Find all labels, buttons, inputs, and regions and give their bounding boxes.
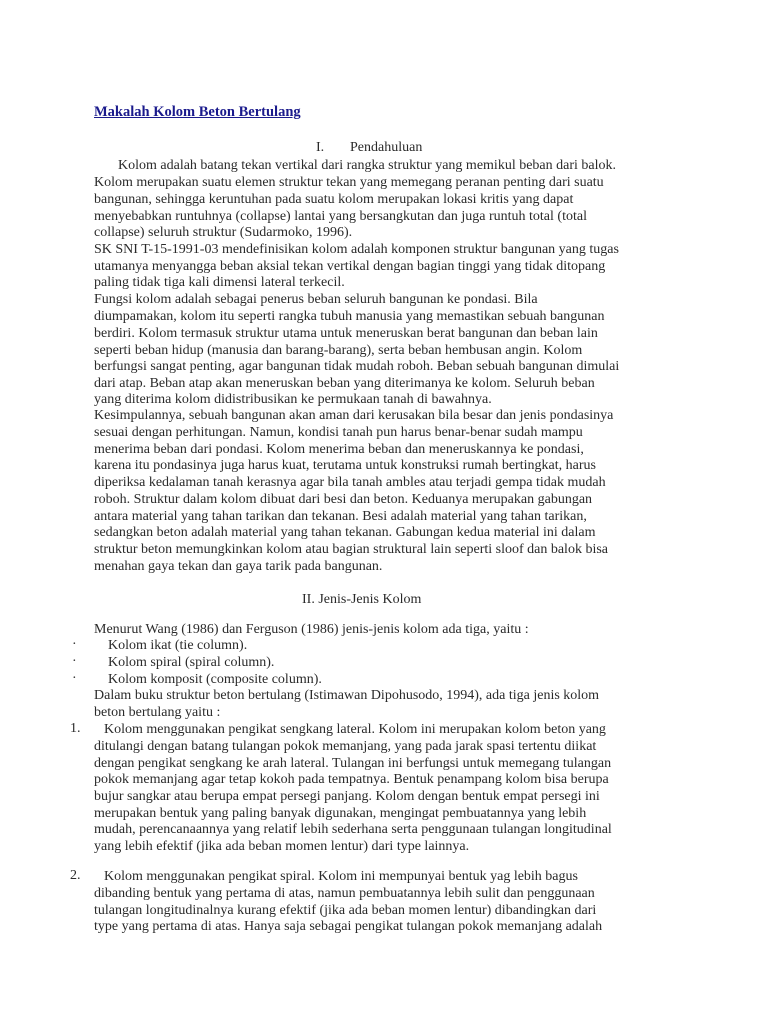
list-item-line: type yang pertama di atas. Hanya saja sebagai pengikat tulangan pokok memanjang adalah xyxy=(94,919,603,934)
bullet-item: Kolom komposit (composite column). xyxy=(108,672,322,687)
list-item-line: merupakan bentuk yang paling banyak digunakan, mengingat pembuatannya yang lebih xyxy=(94,806,587,821)
list-item-line: Kolom menggunakan pengikat sengkang lateral. Kolom ini merupakan kolom beton yang xyxy=(104,722,606,737)
section-1-line: Kolom merupakan suatu elemen struktur tekan yang memegang peranan penting dari suatu xyxy=(94,175,604,190)
section-1-line: berfungsi sangat penting, agar bangunan tidak mudah roboh. Beban sebuah bangunan dimulai xyxy=(94,359,620,374)
section-1-line: SK SNI T-15-1991-03 mendefinisikan kolom adalah komponen struktur bangunan yang tugas xyxy=(94,242,619,257)
bullet-item: Kolom ikat (tie column). xyxy=(108,638,248,653)
section-2-line: beton bertulang yaitu : xyxy=(94,705,221,720)
section-1-heading: Pendahuluan xyxy=(350,140,423,155)
list-item-line: ditulangi dengan batang tulangan pokok memanjang, yang pada jarak spasi tertentu diikat xyxy=(94,739,597,754)
section-1-line: Fungsi kolom adalah sebagai penerus beban seluruh bangunan ke pondasi. Bila xyxy=(94,292,538,307)
section-1-line: antara material yang tahan tarikan dan tekanan. Besi adalah material yang tahan tarikan, xyxy=(94,509,587,524)
section-1-line: menahan gaya tekan dan gaya tarik pada bangunan. xyxy=(94,559,383,574)
list-number: 2. xyxy=(70,868,81,883)
section-1-line: seperti beban hidup (manusia dan barang-barang), serta beban hembusan angin. Kolom xyxy=(94,343,583,358)
list-item-line: mudah, perencanaannya yang relatif lebih sederhana serta penggunaan tulangan longitudinal xyxy=(94,822,612,837)
list-number: 1. xyxy=(70,721,81,736)
section-2-line: Dalam buku struktur beton bertulang (Istimawan Dipohusodo, 1994), ada tiga jenis kolom xyxy=(94,688,600,703)
list-item-line: yang lebih efektif (jika ada beban momen lentur) dari type lainnya. xyxy=(94,839,470,854)
section-1-number: I. xyxy=(316,140,325,155)
list-item-line: bujur sangkar atau berupa empat persegi panjang. Kolom dengan bentuk empat persegi ini xyxy=(94,789,600,804)
list-item-line: Kolom menggunakan pengikat spiral. Kolom ini mempunyai bentuk yag lebih bagus xyxy=(104,869,578,884)
section-1-line: collapse) seluruh struktur (Sudarmoko, 1996). xyxy=(94,225,353,240)
bullet-marker: · xyxy=(72,637,77,652)
bullet-marker: · xyxy=(72,671,77,686)
section-1-line: sesuai dengan perhitungan. Namun, kondisi tanah pun harus benar-benar sudah mampu xyxy=(94,425,583,440)
section-1-line: utamanya menyangga beban aksial tekan vertikal dengan bagian tinggi yang tidak ditopang xyxy=(94,259,606,274)
list-item-line: pokok memanjang agar tetap kokoh pada tempatnya. Bentuk penampang kolom bisa berupa xyxy=(94,772,609,787)
section-2-heading: II. Jenis-Jenis Kolom xyxy=(302,592,422,607)
bullet-marker: · xyxy=(72,654,77,669)
section-1-line: yang diterima kolom didistribusikan ke permukaan tanah di bawahnya. xyxy=(94,392,492,407)
section-1-line: dari atap. Beban atap akan meneruskan beban yang diterimanya ke kolom. Seluruh beban xyxy=(94,376,595,391)
section-1-line: sedangkan beton adalah material yang tahan tekanan. Gabungan kedua material ini dalam xyxy=(94,525,596,540)
section-1-line: Kolom adalah batang tekan vertikal dari rangka struktur yang memikul beban dari balok. xyxy=(118,158,617,173)
section-1-line: menyebabkan runtuhnya (collapse) lantai yang bersangkutan dan juga runtuh total (total xyxy=(94,209,587,224)
section-1-line: struktur beton memungkinkan kolom atau bagian struktural lain seperti sloof dan balok bisa xyxy=(94,542,609,557)
list-item-line: dengan pengikat sengkang ke arah lateral. Tulangan ini berfungsi untuk memegang tulangan xyxy=(94,756,612,771)
section-1-line: berdiri. Kolom termasuk struktur utama untuk meneruskan berat bangunan dan beban lain xyxy=(94,326,598,341)
list-item-line: dibanding bentuk yang pertama di atas, namun pembuatannya lebih sulit dan penggunaan xyxy=(94,886,595,901)
list-item-line: tulangan longitudinalnya kurang efektif (jika ada beban momen lentur) dibandingkan dari xyxy=(94,903,597,918)
section-1-line: menerima beban dari pondasi. Kolom menerima beban dan meneruskannya ke pondasi, xyxy=(94,442,584,457)
section-1-line: karena itu pondasinya juga harus kuat, terutama untuk konstruksi rumah bertingkat, harus xyxy=(94,458,596,473)
section-1-line: diperiksa kedalaman tanah kerasnya agar bila tanah ambles atau terjadi gempa tidak mudah xyxy=(94,475,606,490)
document-title: Makalah Kolom Beton Bertulang xyxy=(94,104,301,120)
section-1-line: paling tidak tiga kali dimensi lateral terkecil. xyxy=(94,275,345,290)
section-1-line: Kesimpulannya, sebuah bangunan akan aman dari kerusakan bila besar dan jenis pondasinya xyxy=(94,408,614,423)
section-1-line: bangunan, sehingga keruntuhan pada suatu kolom merupakan lokasi kritis yang dapat xyxy=(94,192,574,207)
bullet-item: Kolom spiral (spiral column). xyxy=(108,655,275,670)
section-1-line: roboh. Struktur dalam kolom dibuat dari besi dan beton. Keduanya merupakan gabungan xyxy=(94,492,593,507)
section-2-intro: Menurut Wang (1986) dan Ferguson (1986) jenis-jenis kolom ada tiga, yaitu : xyxy=(94,622,529,637)
section-1-line: diumpamakan, kolom itu seperti rangka tubuh manusia yang memastikan sebuah bangunan xyxy=(94,309,605,324)
